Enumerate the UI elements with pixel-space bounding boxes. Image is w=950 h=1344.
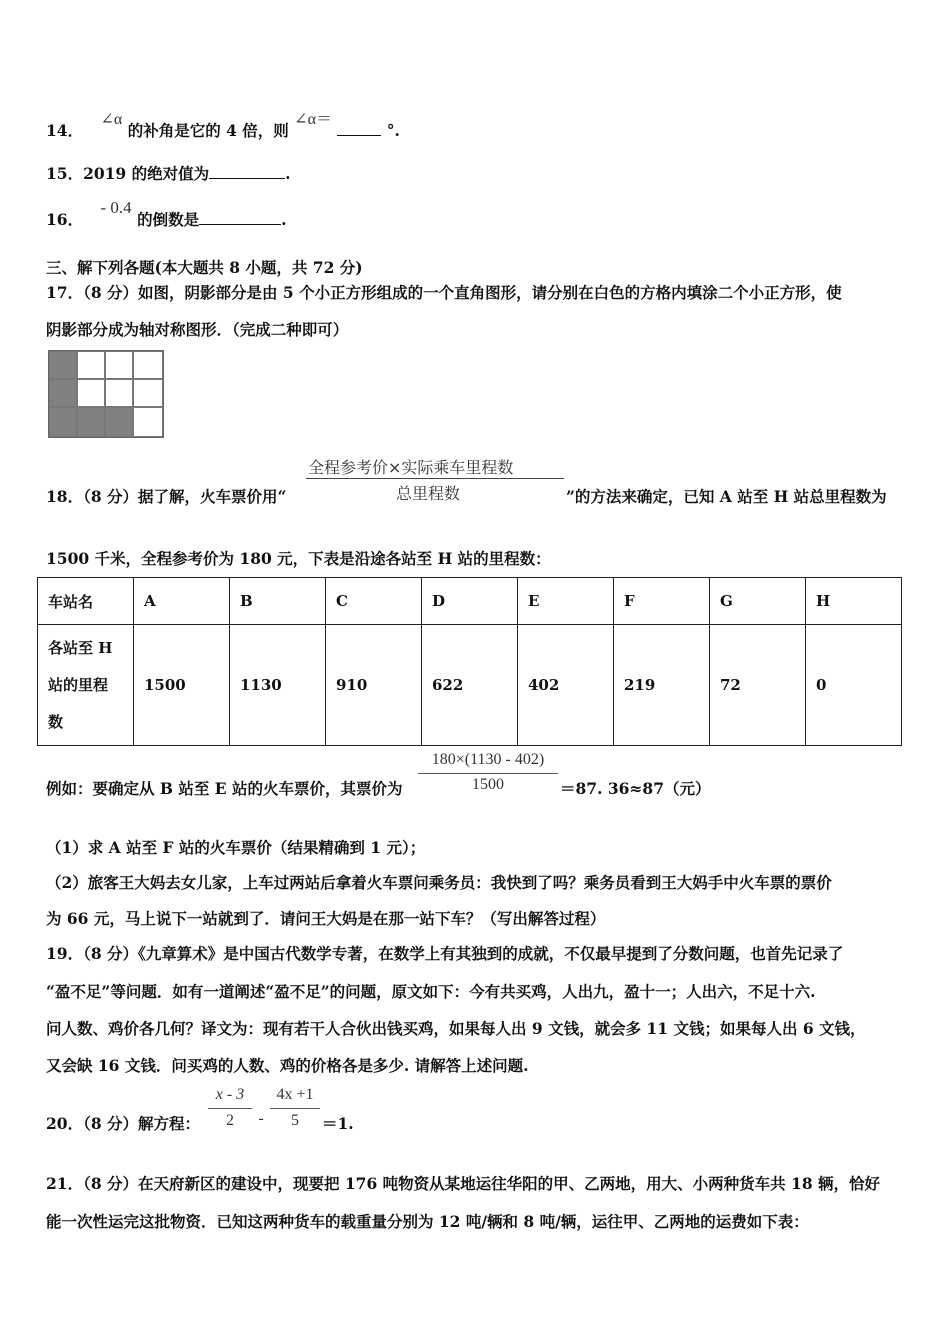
period: .	[285, 164, 291, 183]
fraction-1-denominator: 2	[226, 1112, 234, 1129]
distance-cell: 0	[806, 625, 902, 746]
white-square[interactable]	[133, 379, 163, 407]
distance-cell: 219	[614, 625, 710, 746]
row-label-line: 站的里程	[48, 675, 109, 694]
minus-sign: -	[258, 1110, 264, 1127]
fraction-2-denominator: 5	[291, 1112, 299, 1129]
station-cell: B	[230, 578, 326, 625]
table-row-label	[38, 625, 134, 746]
fraction-2-bar	[270, 1108, 320, 1109]
example-text: 例如：要确定从 B 站至 E 站的火车票价，其票价为	[46, 779, 403, 798]
white-square[interactable]	[77, 379, 105, 407]
question-18-intro-start: 18．（8 分）据了解，火车票价用“	[46, 487, 287, 506]
row-label-line: 各站至 H	[48, 638, 113, 657]
table-header-label: 车站名	[38, 578, 134, 625]
formula-denominator: 总里程数	[396, 484, 461, 503]
shaded-square	[77, 407, 105, 437]
question-15	[46, 162, 291, 184]
fraction-2-numerator: 4x +1	[276, 1086, 314, 1103]
row-label-line: 数	[48, 712, 64, 731]
shaded-square	[49, 379, 77, 407]
distance-cell: 910	[326, 625, 422, 746]
question-text: 15．2019 的绝对值为	[46, 164, 210, 183]
negative-value: - 0.4	[100, 198, 132, 217]
distance-table	[37, 577, 902, 746]
question-19-line-1: 19．（8 分）《九章算术》是中国古代数学专著，在数学上有其独到的成就，不仅最早提到了分数问题，也首先记录了	[46, 944, 844, 963]
example-fraction-bar	[418, 773, 558, 774]
white-square[interactable]	[133, 351, 163, 379]
period: .	[281, 210, 287, 229]
question-18-sub-2-line-1: （2）旅客王大妈去女儿家，上车过两站后拿着火车票问乘务员：我快到了吗？乘务员看到王大妈手中火车票的票价	[46, 873, 832, 892]
station-cell: D	[422, 578, 518, 625]
fraction-1-bar	[208, 1108, 252, 1109]
grid-figure	[48, 350, 164, 438]
question-18-sub-2-line-2: 为 66 元，马上说下一站就到了．请问王大妈是在那一站下车？（写出解答过程）	[46, 909, 606, 928]
distance-cell: 622	[422, 625, 518, 746]
question-19-line-3: 问人数、鸡价各几何？译文为：现有若干人合伙出钱买鸡，如果每人出 9 文钱，就会多 11 文钱；如果每人出 6 文钱，	[46, 1019, 866, 1038]
distance-cell: 72	[710, 625, 806, 746]
answer-blank[interactable]	[209, 177, 285, 179]
shaded-square	[105, 407, 133, 437]
question-20-text: 20．（8 分）解方程：	[46, 1114, 201, 1133]
distance-cell: 1130	[230, 625, 326, 746]
question-18-line-2: 1500 千米，全程参考价为 180 元，下表是沿途各站至 H 站的里程数：	[46, 549, 551, 568]
question-number: 16．	[46, 210, 84, 229]
question-19-line-2: “盈不足”等问题．如有一道阐述“盈不足”的问题，原文如下：今有共买鸡，人出九，盈十一；人出六，不足十六.	[46, 982, 816, 1001]
white-square[interactable]	[133, 407, 163, 437]
station-cell: G	[710, 578, 806, 625]
white-square[interactable]	[105, 351, 133, 379]
station-cell: H	[806, 578, 902, 625]
station-cell: F	[614, 578, 710, 625]
question-17-line-2: 阴影部分成为轴对称图形．（完成二种即可）	[46, 320, 349, 339]
question-text: 的倒数是	[137, 210, 200, 229]
white-square[interactable]	[77, 351, 105, 379]
section-heading: 三、解下列各题(本大题共 8 小题，共 72 分)	[46, 258, 363, 277]
alpha-equals: ∠α＝	[294, 111, 332, 128]
answer-blank[interactable]	[337, 134, 381, 136]
question-number: 14．	[46, 121, 84, 140]
example-result: ＝87. 36≈87（元）	[560, 779, 711, 798]
distance-cell: 1500	[134, 625, 230, 746]
question-21-line-1: 21．（8 分）在天府新区的建设中，现要把 176 吨物资从某地运往华阳的甲、乙两地，用大、小两种货车共 18 辆，恰好	[46, 1174, 881, 1193]
alpha-symbol: ∠α	[100, 111, 123, 128]
question-18-sub-1: （1）求 A 站至 F 站的火车票价（结果精确到 1 元）；	[46, 838, 426, 857]
fraction-1-numerator: x - 3	[215, 1086, 245, 1103]
question-19-line-4: 又会缺 16 文钱．问买鸡的人数、鸡的价格各是多少. 请解答上述问题.	[46, 1056, 529, 1075]
white-square[interactable]	[105, 379, 133, 407]
formula-numerator: 全程参考价×实际乘车里程数	[308, 458, 514, 477]
question-14	[46, 112, 400, 142]
degree-end: °.	[386, 121, 400, 140]
example-numerator: 180×(1130 - 402)	[431, 751, 545, 768]
question-18-intro-end: ”的方法来确定，已知 A 站至 H 站总里程数为	[566, 487, 887, 506]
question-text: 的补角是它的 4 倍，则	[127, 121, 289, 140]
example-denominator: 1500	[472, 776, 504, 793]
equation-end: ＝1.	[322, 1114, 354, 1133]
station-cell: E	[518, 578, 614, 625]
station-cell: A	[134, 578, 230, 625]
shaded-square	[49, 351, 77, 379]
shaded-square	[49, 407, 77, 437]
table-row	[38, 625, 902, 746]
formula-fraction-bar	[306, 478, 564, 479]
question-21-line-2: 能一次性运完这批物资．已知这两种货车的载重量分别为 12 吨/辆和 8 吨/辆，运往甲、乙两地的运费如下表：	[46, 1212, 809, 1231]
question-16	[46, 198, 286, 228]
answer-blank[interactable]	[199, 223, 281, 225]
table-header-row	[38, 578, 902, 625]
question-17-line-1: 17．（8 分）如图，阴影部分是由 5 个小正方形组成的一个直角图形，请分别在白色的方格内填涂二个小正方形，使	[46, 283, 842, 302]
distance-cell: 402	[518, 625, 614, 746]
station-cell: C	[326, 578, 422, 625]
